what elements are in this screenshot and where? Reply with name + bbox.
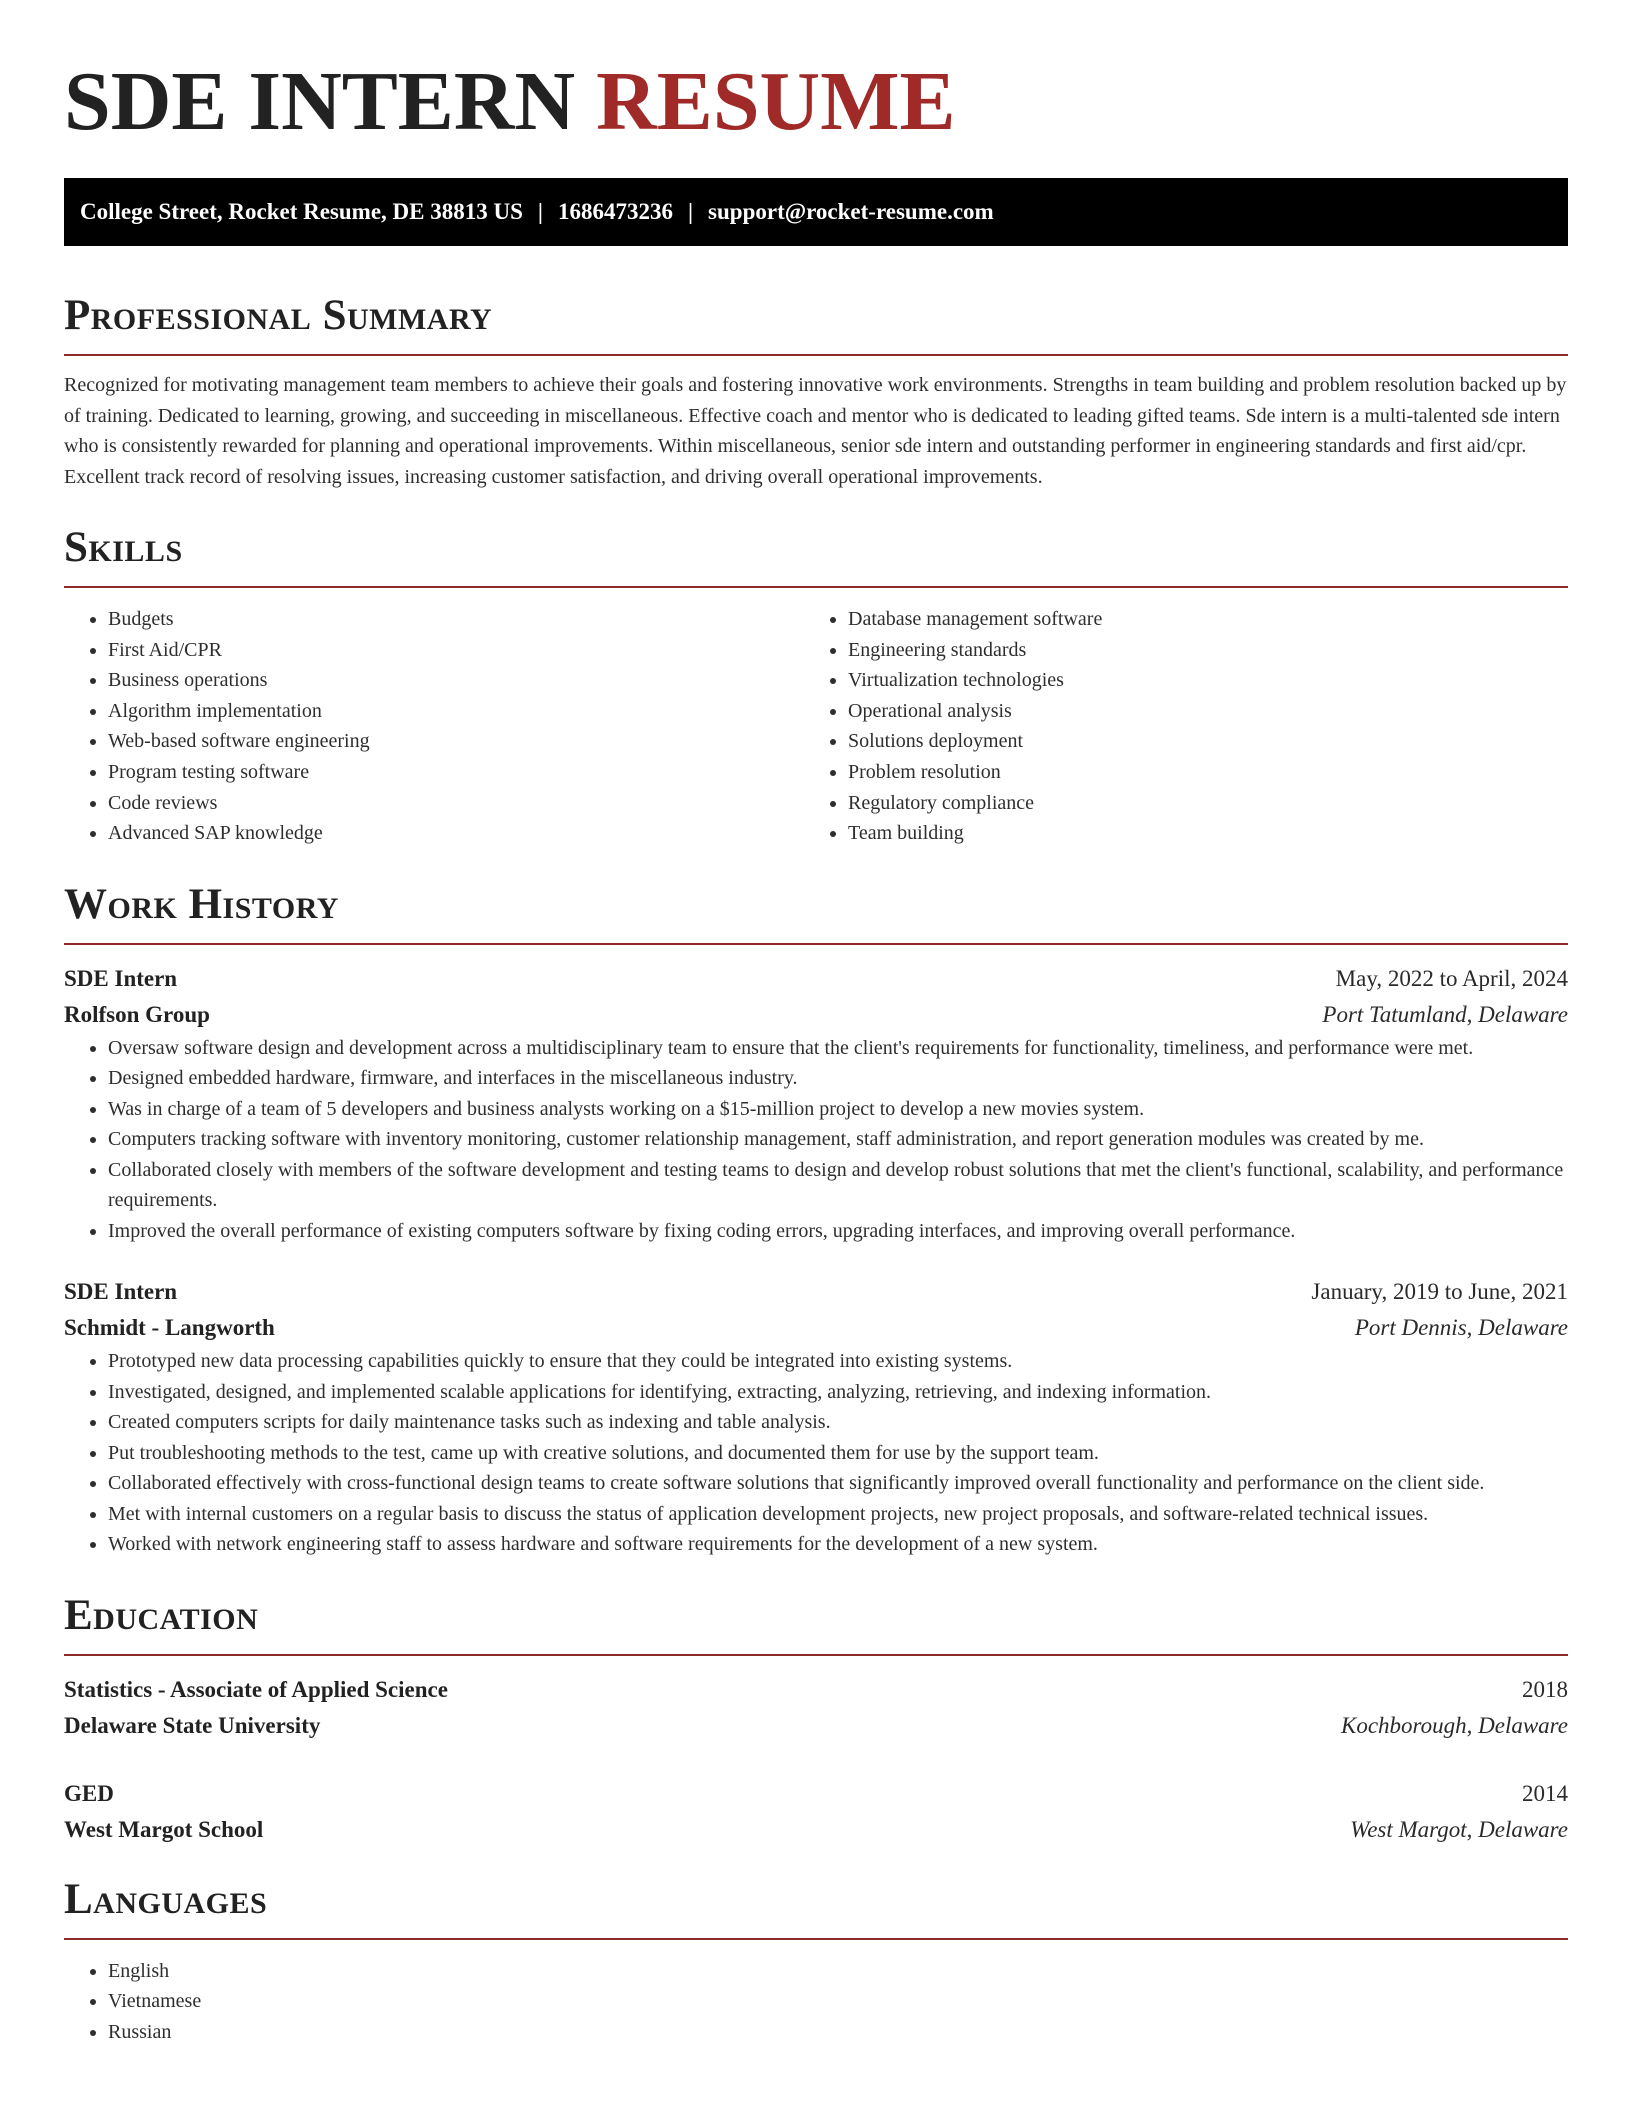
language-item: • Russian [108, 2017, 1568, 2048]
skill-item: • Code reviews [108, 788, 804, 819]
skill-item: • Advanced SAP knowledge [108, 818, 804, 849]
contact-separator: | [537, 199, 543, 224]
contact-email: support@rocket-resume.com [708, 199, 994, 224]
job-location: Port Tatumland, Delaware [1322, 1001, 1568, 1027]
job-bullet: • Improved the overall performance of existing computers software by fixing coding errors, upgrading interfaces, and improving overall performance. [108, 1216, 1568, 1247]
job-company: Rolfson Group [64, 1001, 210, 1027]
job-dates: January, 2019 to June, 2021 [1311, 1279, 1568, 1305]
skills-column-left [64, 604, 804, 849]
skill-item: • Web-based software engineering [108, 726, 804, 757]
job-entry [64, 961, 1568, 1247]
languages-list [64, 1956, 1568, 2048]
education-location: West Margot, Delaware [1350, 1816, 1568, 1842]
education-school-row [64, 1812, 1568, 1848]
section-heading-work-history: Work History [64, 879, 1568, 945]
skills-column-right [804, 604, 1544, 849]
education-school-row [64, 1708, 1568, 1744]
job-dates: May, 2022 to April, 2024 [1335, 965, 1568, 991]
job-title-row [64, 1274, 1568, 1310]
contact-separator: | [687, 199, 694, 224]
skill-item: • Business operations [108, 665, 804, 696]
section-heading-languages: Languages [64, 1874, 1568, 1940]
skill-item: • Operational analysis [848, 696, 1544, 727]
job-bullet: • Was in charge of a team of 5 developers and business analysts working on a $15-million project to develop a new movies system. [108, 1094, 1568, 1125]
education-degree: GED [64, 1780, 114, 1806]
skill-item: • Regulatory compliance [848, 788, 1544, 819]
job-title: SDE Intern [64, 1279, 178, 1305]
education-year: 2014 [1522, 1780, 1568, 1806]
education-school: Delaware State University [64, 1712, 321, 1738]
resume-title [64, 52, 1568, 152]
contact-address: College Street, Rocket Resume, DE 38813 US [80, 199, 523, 224]
education-degree-row [64, 1776, 1568, 1812]
education-entry [64, 1776, 1568, 1848]
skills-section [64, 522, 1568, 849]
skill-item: • Problem resolution [848, 757, 1544, 788]
job-bullets [64, 1033, 1568, 1247]
language-item: • English [108, 1956, 1568, 1987]
job-company-row [64, 997, 1568, 1033]
skill-item: • First Aid/CPR [108, 635, 804, 666]
section-heading-skills: Skills [64, 522, 1568, 588]
job-bullet: • Collaborated closely with members of the software development and testing teams to design and develop robust solutions that met the client's functional, scalability, and performance requirements. [108, 1155, 1568, 1216]
education-entry [64, 1672, 1568, 1744]
job-bullet: • Met with internal customers on a regular basis to discuss the status of application development projects, new project proposals, and software-related technical issues. [108, 1499, 1568, 1530]
job-title: SDE Intern [64, 965, 178, 991]
title-main: SDE INTERN [64, 55, 576, 148]
contact-phone: 1686473236 [557, 199, 673, 224]
summary-section [64, 290, 1568, 492]
job-bullet: • Collaborated effectively with cross-functional design teams to create software solutions that significantly improved overall functionality and performance on the client side. [108, 1468, 1568, 1499]
education-section [64, 1590, 1568, 1848]
skill-item: • Virtualization technologies [848, 665, 1544, 696]
job-location: Port Dennis, Delaware [1354, 1315, 1568, 1341]
languages-section [64, 1874, 1568, 2048]
job-bullet: • Created computers scripts for daily maintenance tasks such as indexing and table analysis. [108, 1407, 1568, 1438]
job-bullet: • Worked with network engineering staff to assess hardware and software requirements for the development of a new system. [108, 1529, 1568, 1560]
job-bullet: • Prototyped new data processing capabilities quickly to ensure that they could be integrated into existing systems. [108, 1346, 1568, 1377]
job-company-row [64, 1310, 1568, 1346]
job-entry [64, 1274, 1568, 1560]
job-bullet: • Designed embedded hardware, firmware, and interfaces in the miscellaneous industry. [108, 1063, 1568, 1094]
skill-item: • Solutions deployment [848, 726, 1544, 757]
contact-bar [64, 178, 1568, 246]
skill-item: • Database management software [848, 604, 1544, 635]
education-degree: Statistics - Associate of Applied Science [64, 1676, 448, 1702]
education-year: 2018 [1522, 1676, 1568, 1702]
section-heading-summary: Professional Summary [64, 290, 1568, 356]
work-history-section [64, 879, 1568, 1560]
education-degree-row [64, 1672, 1568, 1708]
skills-grid [64, 604, 1568, 849]
skill-item: • Team building [848, 818, 1544, 849]
section-heading-education: Education [64, 1590, 1568, 1656]
education-school: West Margot School [64, 1816, 264, 1842]
job-title-row [64, 961, 1568, 997]
language-item: • Vietnamese [108, 1986, 1568, 2017]
job-bullet: • Investigated, designed, and implemented scalable applications for identifying, extracting, analyzing, retrieving, and indexing information. [108, 1377, 1568, 1408]
education-location: Kochborough, Delaware [1340, 1712, 1568, 1738]
job-company: Schmidt - Langworth [64, 1315, 275, 1341]
job-bullet: • Computers tracking software with inventory monitoring, customer relationship management, staff administration, and report generation modules was created by me. [108, 1124, 1568, 1155]
skill-item: • Budgets [108, 604, 804, 635]
skill-item: • Algorithm implementation [108, 696, 804, 727]
title-accent: RESUME [596, 55, 956, 148]
job-bullets [64, 1346, 1568, 1560]
summary-text: Recognized for motivating management team members to achieve their goals and fostering innovative work environments. Strengths in team building and problem resolution backed up by of training. Dedicated to learning, growing, and succeeding in miscellaneous. Effective coach and mentor who is dedicated to leading gifted teams. Sde intern is a multi-talented sde intern who is consistently rewarded for planning and operational improvements. Within miscellaneous, senior sde intern and outstanding performer in engineering standards and first aid/cpr. Excellent track record of resolving issues, increasing customer satisfaction, and driving overall operational improvements. [64, 374, 1567, 488]
skill-item: • Program testing software [108, 757, 804, 788]
skill-item: • Engineering standards [848, 635, 1544, 666]
job-bullet: • Oversaw software design and development across a multidisciplinary team to ensure that the client's requirements for functionality, timeliness, and performance were met. [108, 1033, 1568, 1064]
job-bullet: • Put troubleshooting methods to the test, came up with creative solutions, and documented them for use by the support team. [108, 1438, 1568, 1469]
